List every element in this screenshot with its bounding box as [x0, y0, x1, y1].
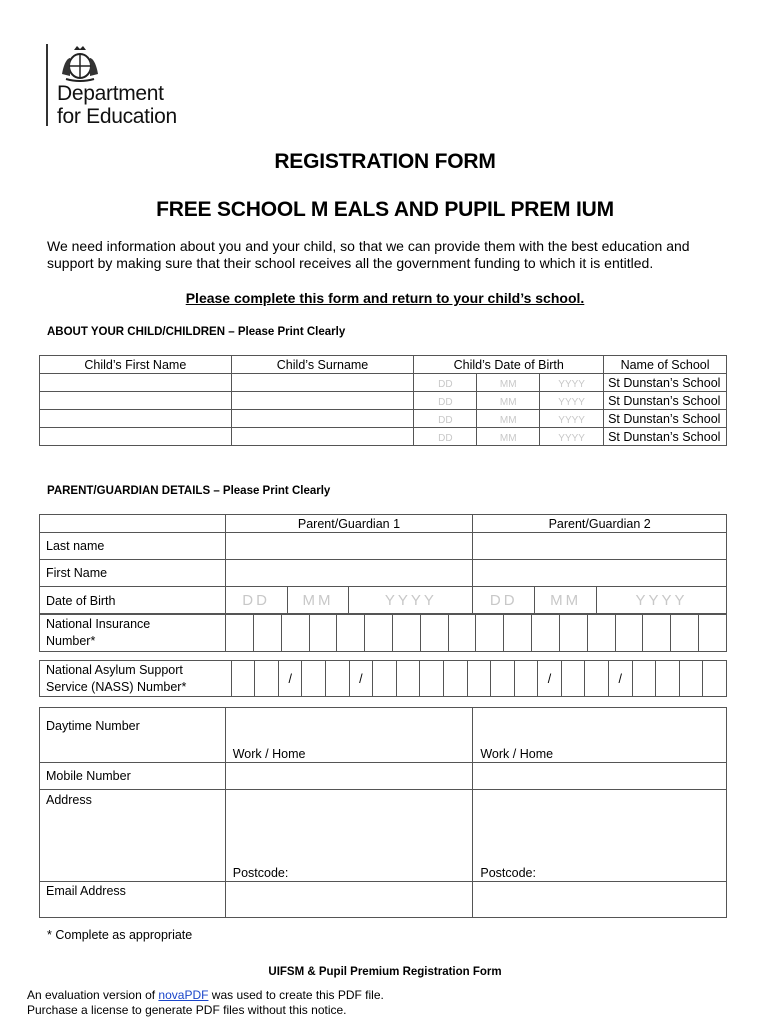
nass-box[interactable] [703, 661, 727, 697]
children-section-heading: ABOUT YOUR CHILD/CHILDREN – Please Print Clearly [47, 326, 346, 338]
parent1-first-name-field[interactable] [225, 560, 473, 587]
nass-box[interactable] [373, 661, 397, 697]
child-first-name-field[interactable] [40, 410, 232, 428]
footnote: * Complete as appropriate [47, 928, 193, 942]
work-home-hint: Work / Home [232, 747, 306, 761]
ni-box[interactable] [309, 614, 337, 652]
nass-box[interactable] [514, 661, 538, 697]
logo-divider [46, 44, 48, 126]
ni-box[interactable] [337, 614, 365, 652]
department-logo-text: Department for Education [57, 82, 177, 128]
slash-separator: / [359, 671, 363, 686]
dob-year-field[interactable]: YYYY [540, 428, 604, 446]
header-parent-1: Parent/Guardian 1 [225, 515, 473, 533]
ni-box[interactable] [587, 614, 615, 652]
nass-box[interactable] [585, 661, 609, 697]
nass-box[interactable] [255, 661, 279, 697]
child-surname-field[interactable] [231, 428, 414, 446]
ni-number-label: National Insurance Number* [40, 614, 226, 652]
nass-box[interactable] [538, 661, 562, 697]
intro-paragraph: We need information about you and your child, so that we can provide them with the best education and support by making sure that their school receives all the government funding to which it is entitled. [47, 238, 690, 271]
royal-crest-icon [58, 44, 102, 82]
slash-separator: / [618, 671, 623, 686]
dob-year-field[interactable]: YYYY [540, 374, 604, 392]
parent-section-heading: PARENT/GUARDIAN DETAILS – Please Print Clearly [47, 485, 331, 497]
nass-box[interactable] [443, 661, 467, 697]
slash-separator: / [547, 671, 552, 686]
ni-box[interactable] [365, 614, 393, 652]
ni-box[interactable] [281, 614, 309, 652]
parent2-dob-day-field[interactable]: DD [473, 587, 535, 615]
header-first-name: Child’s First Name [40, 356, 232, 374]
dob-year-field[interactable]: YYYY [540, 392, 604, 410]
school-name: St Dunstan’s School [604, 410, 727, 428]
ni-box[interactable] [393, 614, 421, 652]
ni-box[interactable] [476, 614, 504, 652]
dob-day-field[interactable]: DD [414, 410, 477, 428]
dob-label: Date of Birth [40, 587, 226, 615]
ni-box[interactable] [643, 614, 671, 652]
ni-box[interactable] [698, 614, 726, 652]
parent2-daytime-field[interactable] [473, 708, 727, 763]
child-surname-field[interactable] [231, 392, 414, 410]
nass-number-table [39, 660, 727, 697]
nass-box[interactable] [396, 661, 420, 697]
parent1-dob-year-field[interactable]: YYYY [349, 587, 473, 615]
school-name: St Dunstan’s School [604, 374, 727, 392]
email-address-label: Email Address [40, 882, 226, 918]
parent1-mobile-field[interactable] [225, 763, 473, 790]
parent2-mobile-field[interactable] [473, 763, 727, 790]
dob-day-field[interactable]: DD [414, 374, 477, 392]
nass-box[interactable] [561, 661, 585, 697]
parent1-last-name-field[interactable] [225, 533, 473, 560]
evaluation-notice: An evaluation version of novaPDF was used to create this PDF file. Purchase a license to generate PDF files without this notice. [27, 988, 384, 1017]
ni-box[interactable] [226, 614, 254, 652]
form-footer: UIFSM & Pupil Premium Registration Form [268, 966, 502, 978]
work-home-hint: Work / Home [480, 747, 554, 761]
slash-separator: / [288, 671, 292, 686]
last-name-label: Last name [40, 533, 226, 560]
dob-month-field[interactable]: MM [477, 374, 540, 392]
address-label: Address [40, 790, 226, 882]
dob-year-field[interactable]: YYYY [540, 410, 604, 428]
nass-box[interactable] [467, 661, 491, 697]
parent1-dob-month-field[interactable]: MM [287, 587, 349, 615]
nass-box[interactable] [302, 661, 326, 697]
table-row [40, 428, 727, 446]
form-title: REGISTRATION FORM [274, 150, 496, 173]
return-instruction: Please complete this form and return to your child’s school. [185, 290, 585, 306]
header-parent-2: Parent/Guardian 2 [473, 515, 727, 533]
dob-day-field[interactable]: DD [414, 428, 477, 446]
ni-box[interactable] [504, 614, 532, 652]
ni-box[interactable] [532, 614, 560, 652]
dob-month-field[interactable]: MM [477, 392, 540, 410]
parent2-email-field[interactable] [473, 882, 727, 918]
parent1-email-field[interactable] [225, 882, 473, 918]
table-row [40, 410, 727, 428]
header-blank [40, 515, 226, 533]
nass-box[interactable] [231, 661, 255, 697]
daytime-number-label: Daytime Number [40, 708, 226, 763]
parent1-daytime-field[interactable] [225, 708, 473, 763]
parent2-dob-year-field[interactable]: YYYY [597, 587, 727, 615]
postcode-hint: Postcode: [480, 866, 536, 880]
postcode-hint: Postcode: [232, 866, 289, 880]
header-surname: Child’s Surname [231, 356, 414, 374]
child-surname-field[interactable] [231, 410, 414, 428]
header-school: Name of School [604, 356, 727, 374]
table-row [40, 392, 727, 410]
ni-number-table [39, 613, 727, 652]
mobile-number-label: Mobile Number [40, 763, 226, 790]
header-dob: Child’s Date of Birth [414, 356, 604, 374]
nass-box[interactable] [491, 661, 515, 697]
nass-box[interactable] [656, 661, 680, 697]
parent2-last-name-field[interactable] [473, 533, 727, 560]
ni-box[interactable] [559, 614, 587, 652]
table-row [40, 374, 727, 392]
nass-box[interactable] [632, 661, 656, 697]
nass-box[interactable] [278, 661, 302, 697]
dob-month-field[interactable]: MM [477, 410, 540, 428]
ni-box[interactable] [420, 614, 448, 652]
nass-box[interactable] [420, 661, 444, 697]
parent1-address-field[interactable] [225, 790, 473, 882]
form-subtitle: FREE SCHOOL M EALS AND PUPIL PREM IUM [156, 198, 614, 221]
children-table [39, 355, 727, 446]
parent1-dob-day-field[interactable]: DD [225, 587, 287, 615]
dob-month-field[interactable]: MM [477, 428, 540, 446]
ni-box[interactable] [448, 614, 476, 652]
ni-box[interactable] [671, 614, 699, 652]
ni-box[interactable] [253, 614, 281, 652]
school-name: St Dunstan’s School [604, 392, 727, 410]
parent2-dob-month-field[interactable]: MM [535, 587, 597, 615]
nass-box[interactable] [326, 661, 350, 697]
nass-box[interactable] [679, 661, 703, 697]
nass-number-label: National Asylum Support Service (NASS) Number* [40, 661, 232, 697]
ni-box[interactable] [615, 614, 643, 652]
dob-day-field[interactable]: DD [414, 392, 477, 410]
parent-table [39, 514, 727, 615]
nass-box[interactable] [349, 661, 373, 697]
nass-box[interactable] [608, 661, 632, 697]
school-name: St Dunstan’s School [604, 428, 727, 446]
parent2-address-field[interactable] [473, 790, 727, 882]
first-name-label: First Name [40, 560, 226, 587]
child-first-name-field[interactable] [40, 392, 232, 410]
child-first-name-field[interactable] [40, 374, 232, 392]
child-surname-field[interactable] [231, 374, 414, 392]
contact-table [39, 707, 727, 918]
novapdf-link[interactable]: novaPDF [158, 988, 209, 1002]
child-first-name-field[interactable] [40, 428, 232, 446]
parent2-first-name-field[interactable] [473, 560, 727, 587]
